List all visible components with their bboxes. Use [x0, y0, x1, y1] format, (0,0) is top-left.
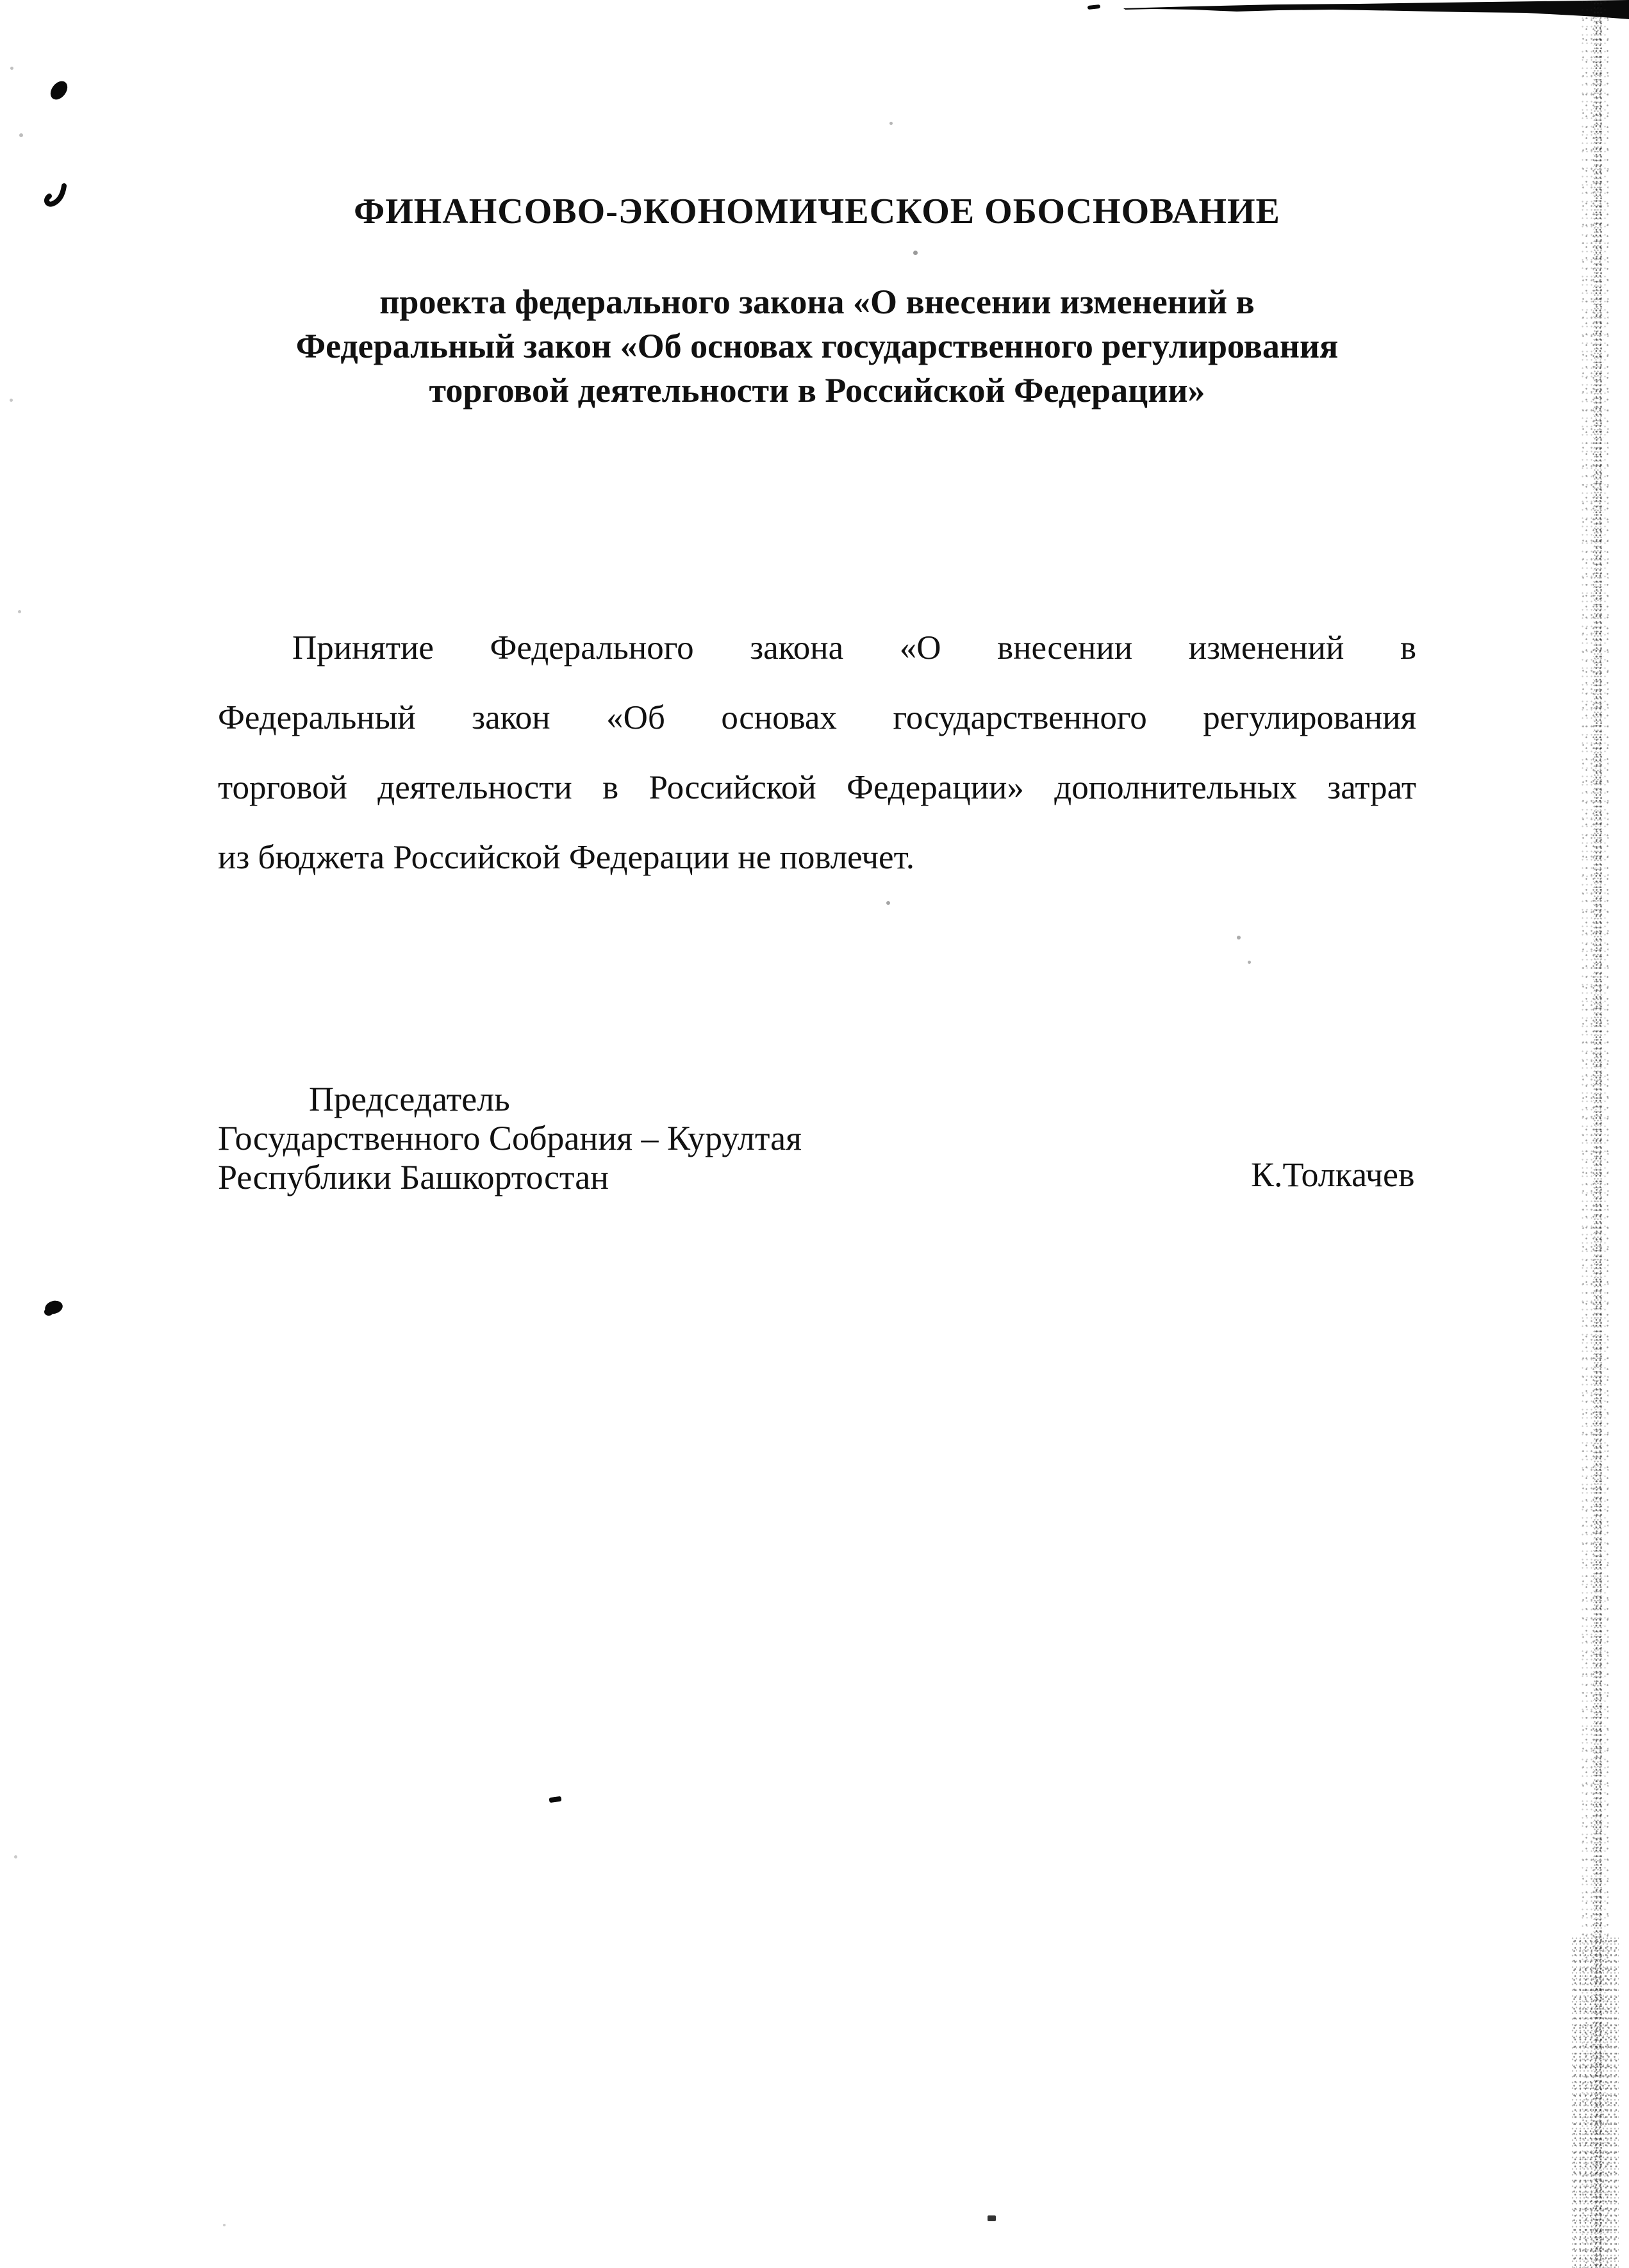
speck: [10, 399, 13, 402]
left-margin-ink-blob-lower: [44, 1299, 64, 1316]
body-line: из бюджета Российской Федерации не повлечет.: [218, 839, 914, 876]
signatory-title: [218, 1080, 1416, 1197]
stray-dash-mark: [549, 1796, 562, 1803]
signatory-title-line: Государственного Собрания – Курултая: [218, 1119, 802, 1157]
body-paragraph: [218, 613, 1416, 893]
left-margin-ink-blob-lower-2: [44, 1308, 53, 1316]
bottom-speck-cluster: [988, 2215, 996, 2221]
speck: [913, 251, 918, 255]
left-margin-check-mark: [47, 186, 64, 204]
speck: [10, 67, 13, 70]
signatory-name: К.Толкачев: [1251, 1155, 1415, 1194]
body-line: торговой деятельности в Российской Федерации» дополнительных затрат: [218, 769, 1416, 806]
speck: [886, 901, 890, 905]
subtitle-line: Федеральный закон «Об основах государственного регулирования: [295, 327, 1339, 365]
speck: [223, 2224, 226, 2226]
body-line: Федеральный закон «Об основах государственного регулирования: [218, 699, 1416, 736]
top-edge-scan-bar: [1123, 0, 1629, 19]
left-margin-ink-blob-upper: [47, 78, 70, 103]
document-subtitle: [218, 280, 1416, 413]
speck: [19, 133, 23, 137]
subtitle-line: торговой деятельности в Российской Федерации»: [429, 371, 1205, 410]
speck: [18, 610, 21, 613]
speck: [1237, 936, 1241, 939]
signatory-title-line: Председатель: [309, 1080, 510, 1118]
body-line: Принятие Федерального закона «О внесении изменений в: [292, 629, 1416, 666]
speck: [14, 1855, 17, 1858]
right-edge-noise-bottom: [1571, 1935, 1619, 2268]
signatory-title-line: Республики Башкортостан: [218, 1158, 609, 1196]
speck: [889, 122, 893, 125]
subtitle-line: проекта федерального закона «О внесении изменений в: [379, 283, 1255, 321]
right-edge-noise-core: [1593, 0, 1603, 2268]
document-title: ФИНАНСОВО-ЭКОНОМИЧЕСКОЕ ОБОСНОВАНИЕ: [354, 192, 1280, 231]
top-edge-dash: [1087, 4, 1101, 10]
speck: [1248, 961, 1251, 964]
